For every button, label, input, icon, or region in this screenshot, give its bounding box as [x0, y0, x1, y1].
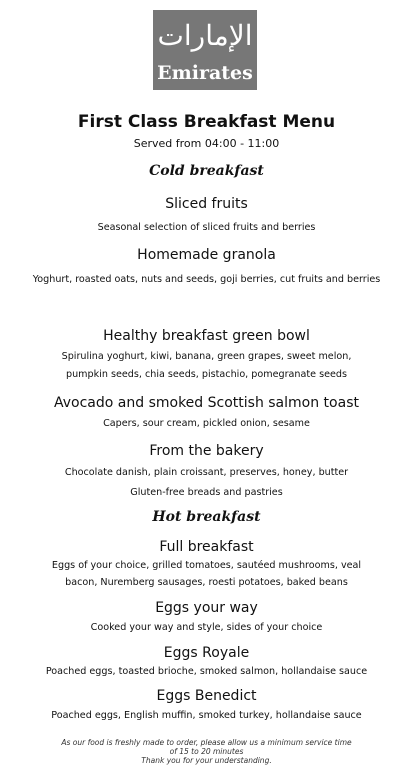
item-desc-bakery-line-2: Gluten-free breads and pastries [130, 487, 283, 498]
item-desc-homemade-granola: Yoghurt, roasted oats, nuts and seeds, goji berries, cut fruits and berries [32, 274, 381, 285]
item-desc-green-bowl-line-2: pumpkin seeds, chia seeds, pistachio, pomegranate seeds [66, 369, 347, 380]
item-desc-bakery-line-1: Chocolate danish, plain croissant, preserves, honey, butter [64, 467, 349, 478]
item-desc-sliced-fruits: Seasonal selection of sliced fruits and berries [97, 222, 316, 233]
footnote-line-3: Thank you for your understanding. [141, 756, 272, 765]
footnote-line-1: As our food is freshly made to order, please allow us a minimum service time [61, 738, 352, 747]
item-name-eggs-benedict: Eggs Benedict [156, 688, 257, 704]
item-desc-full-breakfast-line-1: Eggs of your choice, grilled tomatoes, sautéed mushrooms, veal [51, 560, 362, 571]
item-name-avocado-salmon-toast: Avocado and smoked Scottish salmon toast [54, 395, 359, 411]
menu-title: First Class Breakfast Menu [77, 112, 336, 132]
item-desc-eggs-benedict: Poached eggs, English muffin, smoked turkey, hollandaise sauce [51, 710, 362, 721]
emirates-logo [153, 10, 257, 90]
item-name-sliced-fruits: Sliced fruits [165, 196, 248, 212]
item-desc-green-bowl-line-1: Spirulina yoghurt, kiwi, banana, green grapes, sweet melon, [61, 351, 352, 362]
footnote-line-2: of 15 to 20 minutes [169, 747, 244, 756]
item-desc-eggs-your-way: Cooked your way and style, sides of your choice [90, 622, 323, 633]
item-name-eggs-your-way: Eggs your way [155, 600, 258, 616]
item-desc-full-breakfast-line-2: bacon, Nuremberg sausages, roesti potatoes, baked beans [65, 577, 348, 588]
item-name-green-bowl: Healthy breakfast green bowl [103, 328, 310, 344]
item-desc-avocado-salmon-toast: Capers, sour cream, pickled onion, sesame [103, 418, 310, 429]
item-desc-eggs-royale: Poached eggs, toasted brioche, smoked salmon, hollandaise sauce [45, 666, 368, 677]
logo-arabic-calligraphy: الإمارات [157, 19, 253, 52]
item-name-from-the-bakery: From the bakery [149, 443, 264, 459]
served-hours: Served from 04:00 - 11:00 [133, 137, 280, 150]
item-name-homemade-granola: Homemade granola [137, 247, 276, 263]
logo-wordmark: Emirates [157, 62, 253, 84]
item-name-full-breakfast: Full breakfast [159, 539, 254, 555]
section-title-hot: Hot breakfast [152, 509, 261, 525]
section-title-cold: Cold breakfast [149, 163, 264, 179]
item-name-eggs-royale: Eggs Royale [163, 645, 250, 661]
